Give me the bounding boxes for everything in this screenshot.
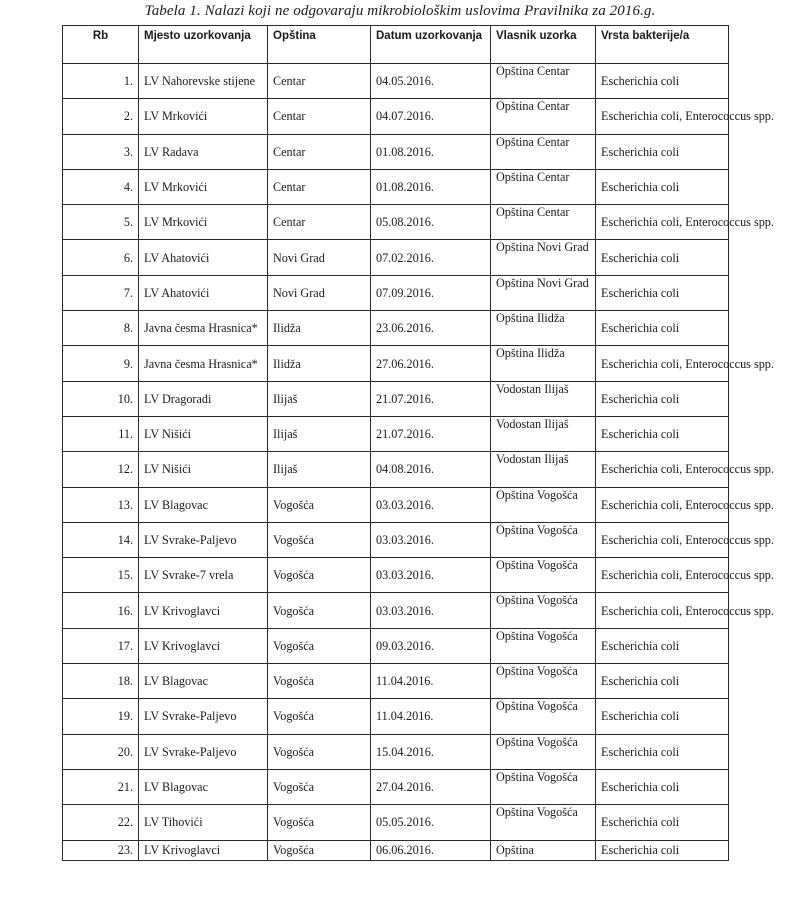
table-caption: Tabela 1. Nalazi koji ne odgovaraju mikrobiološkim uslovima Pravilnika za 2016.g. xyxy=(144,3,656,19)
row-number: 14. xyxy=(63,522,139,557)
table-row xyxy=(63,487,729,522)
date-cell: 04.07.2016. xyxy=(371,99,491,134)
date-cell: 03.03.2016. xyxy=(371,593,491,628)
date-cell: 15.04.2016. xyxy=(371,734,491,769)
bacteria-cell: Escherichia coli xyxy=(596,416,729,451)
date-cell: 04.05.2016. xyxy=(371,64,491,99)
municipality-cell: Vogošća xyxy=(268,840,371,860)
date-cell: 03.03.2016. xyxy=(371,487,491,522)
owner-cell: Opština Ilidža xyxy=(491,311,596,346)
owner-cell: Opština Centar xyxy=(491,99,596,134)
table-row xyxy=(63,169,729,204)
table-row xyxy=(63,64,729,99)
table-row xyxy=(63,628,729,663)
municipality-cell: Centar xyxy=(268,205,371,240)
location-cell: Javna česma Hrasnica* xyxy=(139,346,268,381)
bacteria-cell: Escherichia coli xyxy=(596,840,729,860)
row-number: 4. xyxy=(63,169,139,204)
table-row xyxy=(63,769,729,804)
date-cell: 23.06.2016. xyxy=(371,311,491,346)
row-number: 18. xyxy=(63,664,139,699)
table-row xyxy=(63,593,729,628)
row-number: 15. xyxy=(63,558,139,593)
row-number: 11. xyxy=(63,416,139,451)
row-number: 22. xyxy=(63,805,139,840)
header-date: Datum uzorkovanja xyxy=(371,26,491,64)
date-cell: 04.08.2016. xyxy=(371,452,491,487)
owner-cell: Vodostan Ilijaš xyxy=(491,381,596,416)
municipality-cell: Centar xyxy=(268,64,371,99)
municipality-cell: Ilijaš xyxy=(268,381,371,416)
date-cell: 07.02.2016. xyxy=(371,240,491,275)
municipality-cell: Ilidža xyxy=(268,311,371,346)
row-number: 5. xyxy=(63,205,139,240)
municipality-cell: Vogošća xyxy=(268,487,371,522)
bacteria-cell: Escherichia coli xyxy=(596,664,729,699)
location-cell: LV Krivoglavci xyxy=(139,593,268,628)
row-number: 2. xyxy=(63,99,139,134)
row-number: 3. xyxy=(63,134,139,169)
bacteria-cell: Escherichia coli, Enterococcus spp. xyxy=(596,346,729,381)
header-location: Mjesto uzorkovanja xyxy=(139,26,268,64)
location-cell: LV Ahatovići xyxy=(139,240,268,275)
bacteria-cell: Escherichia coli, Enterococcus spp. xyxy=(596,558,729,593)
table-row xyxy=(63,416,729,451)
owner-cell: Opština xyxy=(491,840,596,860)
owner-cell: Opština Vogošća xyxy=(491,628,596,663)
owner-cell: Opština Vogošća xyxy=(491,734,596,769)
table-row xyxy=(63,99,729,134)
location-cell: LV Tihovići xyxy=(139,805,268,840)
row-number: 12. xyxy=(63,452,139,487)
date-cell: 05.05.2016. xyxy=(371,805,491,840)
date-cell: 07.09.2016. xyxy=(371,275,491,310)
row-number: 9. xyxy=(63,346,139,381)
table-row xyxy=(63,311,729,346)
bacteria-cell: Escherichia coli, Enterococcus spp. xyxy=(596,205,729,240)
date-cell: 27.04.2016. xyxy=(371,769,491,804)
findings-table xyxy=(62,25,774,861)
location-cell: LV Mrkovići xyxy=(139,169,268,204)
location-cell: LV Blagovac xyxy=(139,769,268,804)
bacteria-cell: Escherichia coli xyxy=(596,275,729,310)
location-cell: LV Nahorevske stijene xyxy=(139,64,268,99)
row-number: 16. xyxy=(63,593,139,628)
location-cell: LV Mrkovići xyxy=(139,205,268,240)
table-row xyxy=(63,134,729,169)
bacteria-cell: Escherichia coli xyxy=(596,769,729,804)
header-owner: Vlasnik uzorka xyxy=(491,26,596,64)
row-number: 21. xyxy=(63,769,139,804)
location-cell: LV Svrake-Paljevo xyxy=(139,522,268,557)
bacteria-cell: Escherichia coli, Enterococcus spp. xyxy=(596,522,729,557)
location-cell: LV Nišići xyxy=(139,416,268,451)
table-row xyxy=(63,275,729,310)
location-cell: LV Blagovac xyxy=(139,664,268,699)
owner-cell: Opština Vogošća xyxy=(491,487,596,522)
municipality-cell: Vogošća xyxy=(268,805,371,840)
location-cell: LV Mrkovići xyxy=(139,99,268,134)
location-cell: LV Radava xyxy=(139,134,268,169)
municipality-cell: Vogošća xyxy=(268,699,371,734)
row-number: 10. xyxy=(63,381,139,416)
bacteria-cell: Escherichia coli, Enterococcus spp. xyxy=(596,593,729,628)
municipality-cell: Vogošća xyxy=(268,522,371,557)
municipality-cell: Novi Grad xyxy=(268,240,371,275)
owner-cell: Opština Novi Grad xyxy=(491,240,596,275)
date-cell: 09.03.2016. xyxy=(371,628,491,663)
table-row xyxy=(63,522,729,557)
table-row xyxy=(63,452,729,487)
owner-cell: Opština Novi Grad xyxy=(491,275,596,310)
owner-cell: Vodostan Ilijaš xyxy=(491,416,596,451)
table-row xyxy=(63,240,729,275)
municipality-cell: Vogošća xyxy=(268,769,371,804)
owner-cell: Opština Vogošća xyxy=(491,769,596,804)
location-cell: LV Blagovac xyxy=(139,487,268,522)
owner-cell: Opština Vogošća xyxy=(491,593,596,628)
bacteria-cell: Escherichia coli xyxy=(596,805,729,840)
table-row xyxy=(63,346,729,381)
municipality-cell: Ilijaš xyxy=(268,452,371,487)
row-number: 20. xyxy=(63,734,139,769)
table-row xyxy=(63,805,729,840)
location-cell: LV Svrake-Paljevo xyxy=(139,699,268,734)
bacteria-cell: Escherichia coli, Enterococcus spp. xyxy=(596,487,729,522)
owner-cell: Opština Centar xyxy=(491,134,596,169)
header-municipality: Opština xyxy=(268,26,371,64)
municipality-cell: Ilijaš xyxy=(268,416,371,451)
bacteria-cell: Escherichia coli xyxy=(596,734,729,769)
table-body xyxy=(63,64,774,861)
bacteria-cell: Escherichia coli, Enterococcus spp. xyxy=(596,452,729,487)
table-row xyxy=(63,664,729,699)
date-cell: 21.07.2016. xyxy=(371,381,491,416)
location-cell: LV Dragoradi xyxy=(139,381,268,416)
owner-cell: Opština Centar xyxy=(491,64,596,99)
location-cell: LV Svrake-Paljevo xyxy=(139,734,268,769)
date-cell: 11.04.2016. xyxy=(371,664,491,699)
municipality-cell: Centar xyxy=(268,169,371,204)
municipality-cell: Vogošća xyxy=(268,734,371,769)
bacteria-cell: Escherichia coli xyxy=(596,240,729,275)
date-cell: 11.04.2016. xyxy=(371,699,491,734)
date-cell: 21.07.2016. xyxy=(371,416,491,451)
row-number: 1. xyxy=(63,64,139,99)
municipality-cell: Centar xyxy=(268,99,371,134)
bacteria-cell: Escherichia coli xyxy=(596,64,729,99)
date-cell: 05.08.2016. xyxy=(371,205,491,240)
date-cell: 01.08.2016. xyxy=(371,134,491,169)
bacteria-cell: Escherichia coli xyxy=(596,169,729,204)
owner-cell: Opština Vogošća xyxy=(491,522,596,557)
date-cell: 27.06.2016. xyxy=(371,346,491,381)
date-cell: 03.03.2016. xyxy=(371,558,491,593)
table-row xyxy=(63,699,729,734)
header-rb: Rb xyxy=(63,26,139,64)
location-cell: LV Krivoglavci xyxy=(139,628,268,663)
municipality-cell: Novi Grad xyxy=(268,275,371,310)
table-row xyxy=(63,205,729,240)
location-cell: LV Nišići xyxy=(139,452,268,487)
table-row xyxy=(63,381,729,416)
location-cell: LV Ahatovići xyxy=(139,275,268,310)
owner-cell: Opština Vogošća xyxy=(491,699,596,734)
row-number: 6. xyxy=(63,240,139,275)
bacteria-cell: Escherichia coli xyxy=(596,699,729,734)
date-cell: 06.06.2016. xyxy=(371,840,491,860)
bacteria-cell: Escherichia coli xyxy=(596,628,729,663)
table-row xyxy=(63,558,729,593)
row-number: 19. xyxy=(63,699,139,734)
owner-cell: Opština Vogošća xyxy=(491,805,596,840)
row-number: 8. xyxy=(63,311,139,346)
row-number: 7. xyxy=(63,275,139,310)
owner-cell: Opština Ilidža xyxy=(491,346,596,381)
bacteria-cell: Escherichia coli, Enterococcus spp. xyxy=(596,99,729,134)
owner-cell: Opština Centar xyxy=(491,205,596,240)
row-number: 23. xyxy=(63,840,139,860)
table-row xyxy=(63,734,729,769)
municipality-cell: Vogošća xyxy=(268,664,371,699)
municipality-cell: Vogošća xyxy=(268,593,371,628)
header-bacteria: Vrsta bakterije/a xyxy=(596,26,729,64)
row-number: 13. xyxy=(63,487,139,522)
date-cell: 01.08.2016. xyxy=(371,169,491,204)
municipality-cell: Vogošća xyxy=(268,558,371,593)
bacteria-cell: Escherichia coli xyxy=(596,311,729,346)
location-cell: Javna česma Hrasnica* xyxy=(139,311,268,346)
bacteria-cell: Escherichia coli xyxy=(596,134,729,169)
owner-cell: Opština Vogošća xyxy=(491,558,596,593)
bacteria-cell: Escherichia coli xyxy=(596,381,729,416)
municipality-cell: Centar xyxy=(268,134,371,169)
row-number: 17. xyxy=(63,628,139,663)
table-header-row xyxy=(63,26,729,64)
date-cell: 03.03.2016. xyxy=(371,522,491,557)
table-row xyxy=(63,840,729,860)
location-cell: LV Krivoglavci xyxy=(139,840,268,860)
location-cell: LV Svrake-7 vrela xyxy=(139,558,268,593)
owner-cell: Vodostan Ilijaš xyxy=(491,452,596,487)
owner-cell: Opština Centar xyxy=(491,169,596,204)
municipality-cell: Ilidža xyxy=(268,346,371,381)
municipality-cell: Vogošća xyxy=(268,628,371,663)
owner-cell: Opština Vogošća xyxy=(491,664,596,699)
